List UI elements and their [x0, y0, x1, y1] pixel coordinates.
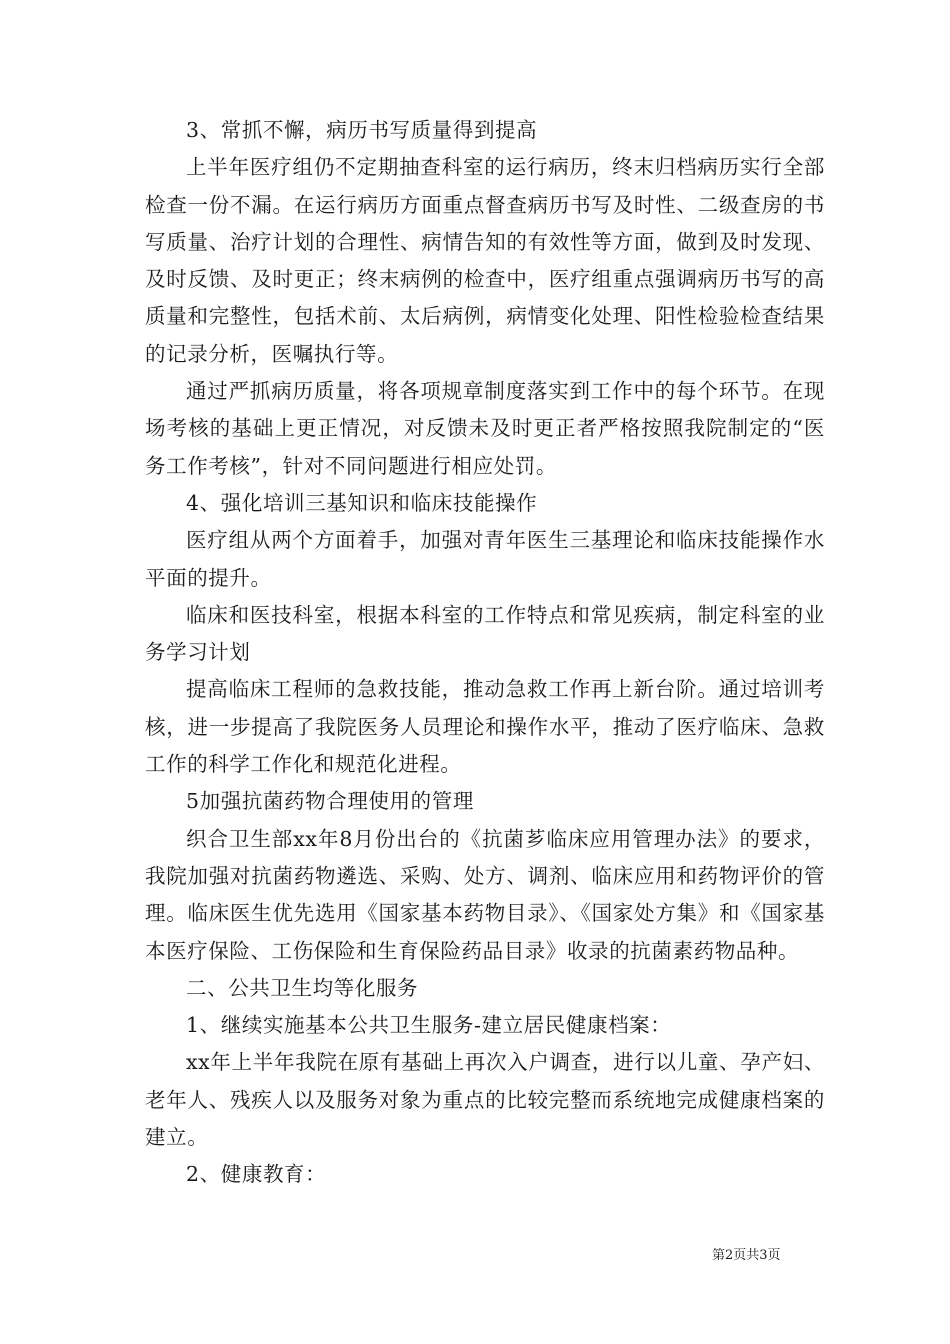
paragraph-antibiotics-management: 织合卫生部xx年8月份出台的《抗菌芗临床应用管理办法》的要求，我院加强对抗菌药物遴选、采购、处方、调剂、临床应用和药物评价的管理。临床医生优先选用《国家基本药物目录》、《国家处方集》和《国家基本医疗保险、工伤保险和生育保险药品目录》收录的抗菌素药物品种。 — [145, 826, 825, 963]
paragraph-quality-control: 通过严抓病历质量，将各项规章制度落实到工作中的每个环节。在现场考核的基础上更正情况，对反馈未及时更正者严格按照我院制定的“医务工作考核”，针对不同问题进行相应处罚。 — [145, 379, 825, 478]
paragraph-study-plan: 临床和医技科室，根据本科室的工作特点和常见疾病，制定科室的业务学习计划 — [145, 602, 825, 665]
section-heading-public-health: 二、公共卫生均等化服务 — [186, 975, 419, 1000]
paragraph-health-records: xx年上半年我院在原有基础上再次入户调查，进行以儿童、孕产妇、老年人、残疾人以及服务对象为重点的比较完整而系统地完成健康档案的建立。 — [145, 1050, 825, 1150]
subsection-heading-health-records: 1、继续实施基本公共卫生服务-建立居民健康档案： — [186, 1013, 672, 1038]
paragraph-emergency-skills: 提高临床工程师的急救技能，推动急救工作再上新台阶。通过培训考核，进一步提高了我院医务人员理论和操作水平，推动了医疗临床、急救工作的科学工作化和规范化进程。 — [145, 677, 825, 777]
subsection-heading-health-education: 2、健康教育： — [186, 1162, 327, 1187]
section-heading-training: 4、强化培训三基知识和临床技能操作 — [186, 490, 538, 515]
paragraph-training-approach: 医疗组从两个方面着手，加强对青年医生三基理论和临床技能操作水平面的提升。 — [145, 528, 825, 590]
page-number — [712, 1244, 781, 1263]
page-number-label: 第2页共3页 — [712, 1248, 781, 1263]
document-body — [145, 112, 825, 1194]
paragraph-record-inspection: 上半年医疗组仍不定期抽查科室的运行病历，终末归档病历实行全部检查一份不漏。在运行病历方面重点督查病历书写及时性、二级查房的书写质量、治疗计划的合理性、病情告知的有效性等方面，做到及时发现、及时反馈、及时更正；终末病例的检查中，医疗组重点强调病历书写的高质量和完整性，包括术前、太后病例，病情变化处理、阳性检验检查结果的记录分析，医嘱执行等。 — [145, 155, 825, 366]
section-heading-antibiotics: 5加强抗菌药物合理使用的管理 — [186, 789, 474, 814]
section-heading-medical-records: 3、常抓不懈，病历书写质量得到提高 — [186, 118, 538, 142]
